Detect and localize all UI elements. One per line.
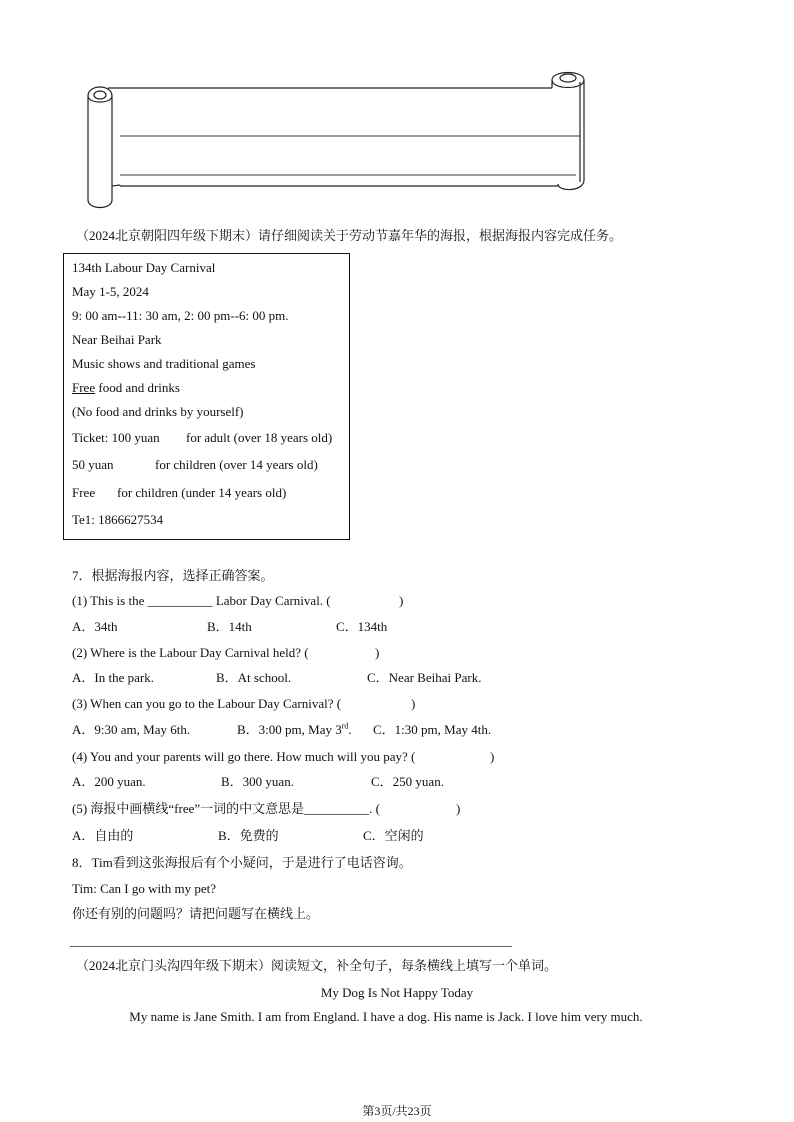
q8-line2: 你还有别的问题吗？请把问题写在横线上。	[72, 906, 320, 921]
q7-2-option-a: A．In the park.	[72, 670, 154, 685]
q7-5-close: )	[456, 801, 461, 816]
q7-3-close: )	[411, 696, 416, 711]
q7-1-option-c: C．134th	[336, 619, 388, 634]
q7-2-text: (2) Where is the Labour Day Carnival held? (	[72, 645, 309, 660]
passage-paragraph: My name is Jane Smith. I am from England. I have a dog. His name is Jack. I love him very much.	[129, 1009, 643, 1024]
underlined-free: Free	[72, 380, 96, 395]
section-intro-b: （2024北京门头沟四年级下期末）阅读短文，补全句子，每条横线上填写一个单词。	[76, 958, 558, 973]
q7-4-text: (4) You and your parents will go there. How much will you pay? (	[72, 749, 416, 764]
poster-tel: Te1: 1866627534	[72, 512, 164, 527]
option-b-text: B．3:00 pm, May 3	[237, 722, 342, 737]
q7-stem: 7．根据海报内容，选择正确答案。	[72, 568, 274, 583]
q8-stem: 8．Tim看到这张海报后有个小疑问，于是进行了电话咨询。	[72, 855, 412, 870]
answer-line	[70, 946, 512, 947]
q7-3-option-c: C．1:30 pm, May 4th.	[373, 722, 492, 737]
q7-4-option-a: A．200 yuan.	[72, 774, 146, 789]
q7-5-option-b: B．免费的	[218, 828, 279, 843]
passage-title: My Dog Is Not Happy Today	[320, 985, 474, 1000]
q7-3-option-a: A．9:30 am, May 6th.	[72, 722, 191, 737]
q7-1-close: )	[399, 593, 404, 608]
poster-title: 134th Labour Day Carnival	[72, 260, 216, 275]
poster-activities: Music shows and traditional games	[72, 356, 256, 371]
section-intro: （2024北京朝阳四年级下期末）请仔细阅读关于劳动节嘉年华的海报，根据海报内容完成任务。	[76, 228, 623, 243]
poster-date: May 1-5, 2024	[72, 284, 149, 299]
food-text: food and drinks	[95, 380, 180, 395]
q7-5-text: (5) 海报中画横线“free”一词的中文意思是__________. (	[72, 801, 380, 816]
ticket-child-over: for children (over 14 years old)	[155, 457, 318, 472]
scroll-illustration	[84, 68, 588, 210]
q7-1-option-b: B．14th	[207, 619, 252, 634]
q7-2-option-c: C．Near Beihai Park.	[367, 670, 482, 685]
q7-3-option-b	[237, 722, 352, 738]
ticket-label: Ticket: 100 yuan	[72, 430, 160, 445]
poster-note: (No food and drinks by yourself)	[72, 404, 244, 419]
price-free: Free	[72, 485, 96, 500]
ticket-child-under: for children (under 14 years old)	[117, 485, 287, 500]
page-number: 第3页/共23页	[362, 1104, 432, 1118]
q7-1-text: (1) This is the __________ Labor Day Carnival. (	[72, 593, 331, 608]
q7-4-close: )	[490, 749, 495, 764]
q8-line1: Tim: Can I go with my pet?	[72, 881, 216, 896]
q7-4-option-b: B．300 yuan.	[221, 774, 294, 789]
ordinal-suffix: rd	[341, 721, 349, 731]
q7-2-close: )	[375, 645, 380, 660]
poster-place: Near Beihai Park	[72, 332, 162, 347]
poster-time: 9: 00 am--11: 30 am, 2: 00 pm--6: 00 pm.	[72, 308, 289, 323]
ticket-adult: for adult (over 18 years old)	[186, 430, 333, 445]
q7-3-text: (3) When can you go to the Labour Day Carnival? (	[72, 696, 342, 711]
q7-4-option-c: C．250 yuan.	[371, 774, 444, 789]
q7-5-option-c: C．空闲的	[363, 828, 424, 843]
q7-2-option-b: B．At school.	[216, 670, 292, 685]
q7-5-option-a: A．自由的	[72, 828, 134, 843]
option-b-period: .	[348, 722, 352, 737]
q7-1-option-a: A．34th	[72, 619, 118, 634]
price-50: 50 yuan	[72, 457, 114, 472]
poster-food	[72, 380, 180, 396]
